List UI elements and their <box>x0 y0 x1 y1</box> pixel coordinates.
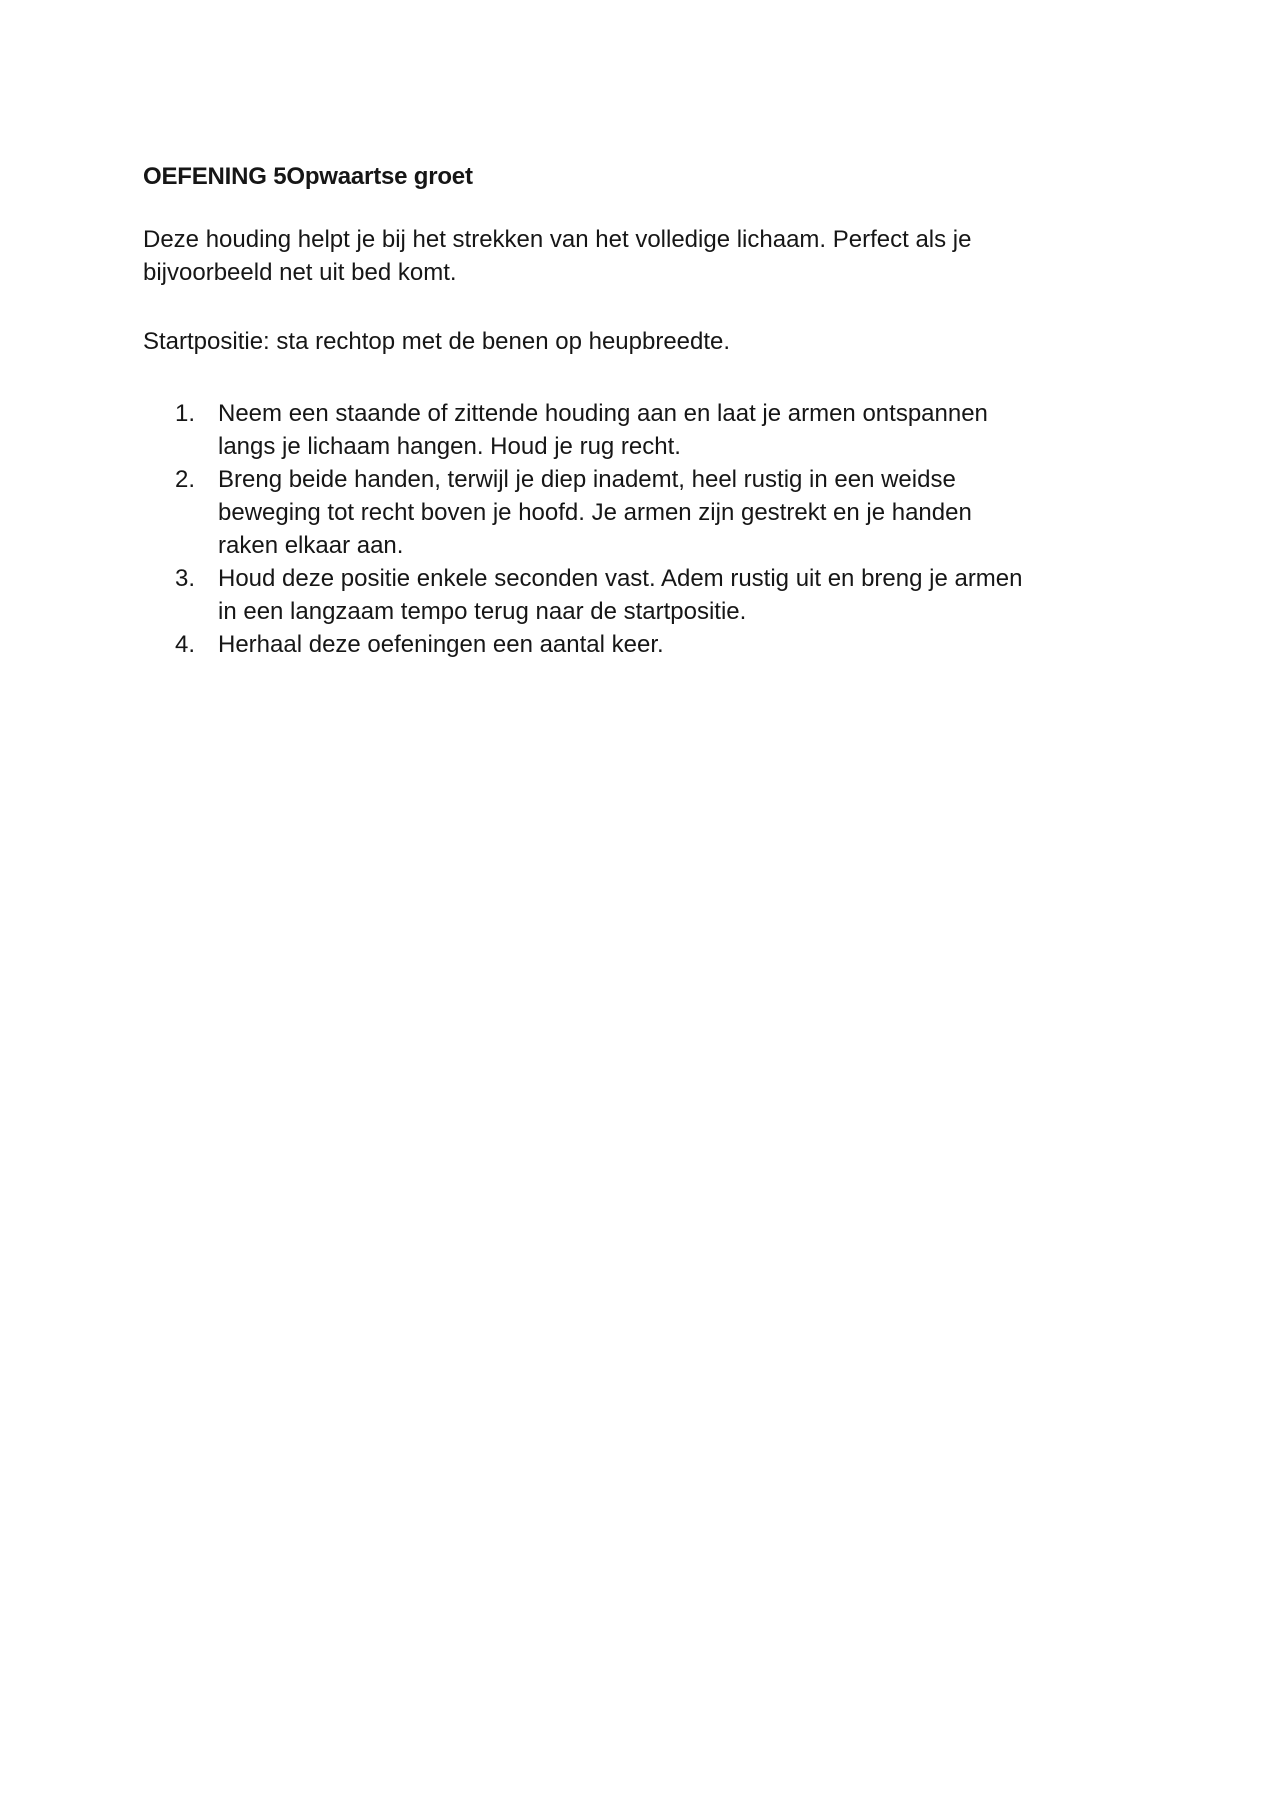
list-item-4 <box>143 628 1023 661</box>
text-line: Startpositie: sta rechtop met de benen op heupbreedte. <box>143 328 731 355</box>
list-item-number: 2. <box>175 466 196 493</box>
text-line: raken elkaar aan. <box>218 532 404 559</box>
list-item-1 <box>143 397 1023 463</box>
text-line: Herhaal deze oefeningen een aantal keer. <box>218 631 664 658</box>
list-item-2 <box>143 463 1023 562</box>
steps-ordered-list <box>143 397 1023 661</box>
list-item-text <box>218 463 1023 562</box>
text-line: bijvoorbeeld net uit bed komt. <box>143 259 457 286</box>
document-title: OEFENING 5Opwaartse groet <box>143 163 473 190</box>
text-line: Deze houding helpt je bij het strekken van het volledige lichaam. Perfect als je <box>143 226 972 253</box>
list-item-text <box>218 397 1023 463</box>
text-line: Houd deze positie enkele seconden vast. Adem rustig uit en breng je armen <box>218 565 1023 592</box>
list-item-number: 4. <box>175 631 196 658</box>
list-item-3 <box>143 562 1023 628</box>
text-line: in een langzaam tempo terug naar de startpositie. <box>218 598 747 625</box>
intro-paragraph <box>143 223 971 289</box>
list-item-text <box>218 628 1023 661</box>
list-item-number: 3. <box>175 565 196 592</box>
text-line: Neem een staande of zittende houding aan en laat je armen ontspannen <box>218 400 988 427</box>
text-line: langs je lichaam hangen. Houd je rug recht. <box>218 433 681 460</box>
list-item-text <box>218 562 1023 628</box>
start-position-paragraph <box>143 325 730 358</box>
list-item-number: 1. <box>175 400 196 427</box>
text-line: beweging tot recht boven je hoofd. Je armen zijn gestrekt en je handen <box>218 499 972 526</box>
text-line: Breng beide handen, terwijl je diep inademt, heel rustig in een weidse <box>218 466 956 493</box>
